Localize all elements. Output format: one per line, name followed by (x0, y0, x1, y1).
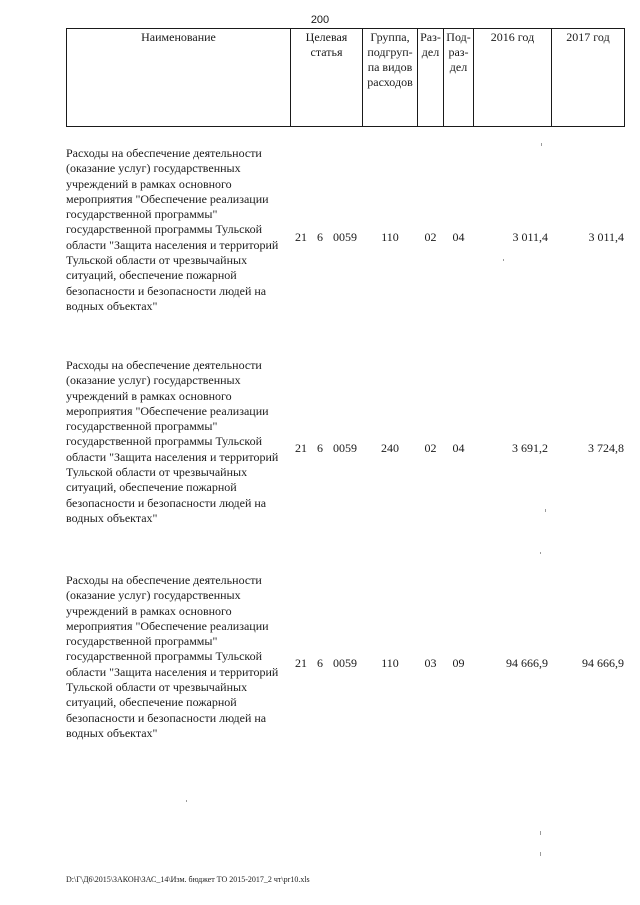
row-amount-2017: 3 724,8 (588, 441, 624, 455)
header-bottom-border (66, 126, 625, 127)
row-description: Расходы на обеспечение деятельности (оказание услуг) государственных учреждений в рамках основного мероприятия "Обеспечение реализации государственной программы" государственной программы Тульской области "Защита населения и территорий Тульской области от чрезвычайных ситуаций, обеспечение пожарной безопасности и безопасности людей на водных объектах" (66, 358, 279, 525)
header-divider (624, 28, 625, 127)
header-top-border (66, 28, 625, 29)
row-subsection: 04 (452, 441, 465, 455)
row-amount-2017: 3 011,4 (588, 230, 624, 244)
row-amount-2017: 94 666,9 (582, 656, 624, 670)
row-amount-2016: 3 691,2 (512, 441, 548, 455)
file-path-footer: D:\Г\Д6\2015\ЗАКОН\ЗАС_14\Изм. бюджет ТО 2015-2017_2 чт\pr10.xls (66, 875, 310, 884)
scan-speck (540, 552, 541, 554)
page-number: 200 (310, 14, 330, 26)
row-description: Расходы на обеспечение деятельности (оказание услуг) государственных учреждений в рамках основного мероприятия "Обеспечение реализации государственной программы" государственной программы Тульской области "Защита населения и территорий Тульской области от чрезвычайных ситуаций, обеспечение пожарной безопасности и безопасности людей на водных объектах" (66, 146, 279, 313)
row-target-code-3: 0059 (333, 656, 357, 670)
header-expense-group: Группа, подгруп- па видов расходов (367, 30, 413, 89)
row-description: Расходы на обеспечение деятельности (оказание услуг) государственных учреждений в рамках основного мероприятия "Обеспечение реализации государственной программы" государственной программы Тульской области "Защита населения и территорий Тульской области от чрезвычайных ситуаций, обеспечение пожарной безопасности и безопасности людей на водных объектах" (66, 573, 279, 740)
row-expense-group: 110 (381, 656, 399, 670)
row-target-code-1: 21 (295, 230, 307, 244)
row-target-code-2: 6 (317, 656, 323, 670)
row-expense-group: 110 (381, 230, 399, 244)
row-target-code-3: 0059 (333, 441, 357, 455)
header-target-article: Целевая статья (305, 30, 348, 59)
header-2017: 2017 год (566, 30, 610, 44)
header-section: Раз- дел (420, 30, 441, 59)
scan-speck (545, 509, 546, 512)
scan-speck (186, 800, 187, 802)
row-target-code-2: 6 (317, 230, 323, 244)
row-section: 02 (424, 230, 437, 244)
row-amount-2016: 94 666,9 (506, 656, 548, 670)
header-name: Наименование (141, 30, 216, 44)
header-2016: 2016 год (490, 30, 535, 44)
row-amount-2016: 3 011,4 (512, 230, 548, 244)
row-expense-group: 240 (381, 441, 399, 455)
scan-speck (540, 831, 541, 835)
row-section: 03 (424, 656, 437, 670)
scan-speck (541, 143, 542, 146)
header-subsection: Под- раз- дел (446, 30, 471, 74)
row-section: 02 (424, 441, 437, 455)
scan-speck (503, 259, 504, 261)
row-subsection: 04 (452, 230, 465, 244)
row-target-code-2: 6 (317, 441, 323, 455)
row-subsection: 09 (452, 656, 465, 670)
row-target-code-3: 0059 (333, 230, 357, 244)
row-target-code-1: 21 (295, 656, 307, 670)
row-target-code-1: 21 (295, 441, 307, 455)
scan-speck (540, 852, 541, 856)
